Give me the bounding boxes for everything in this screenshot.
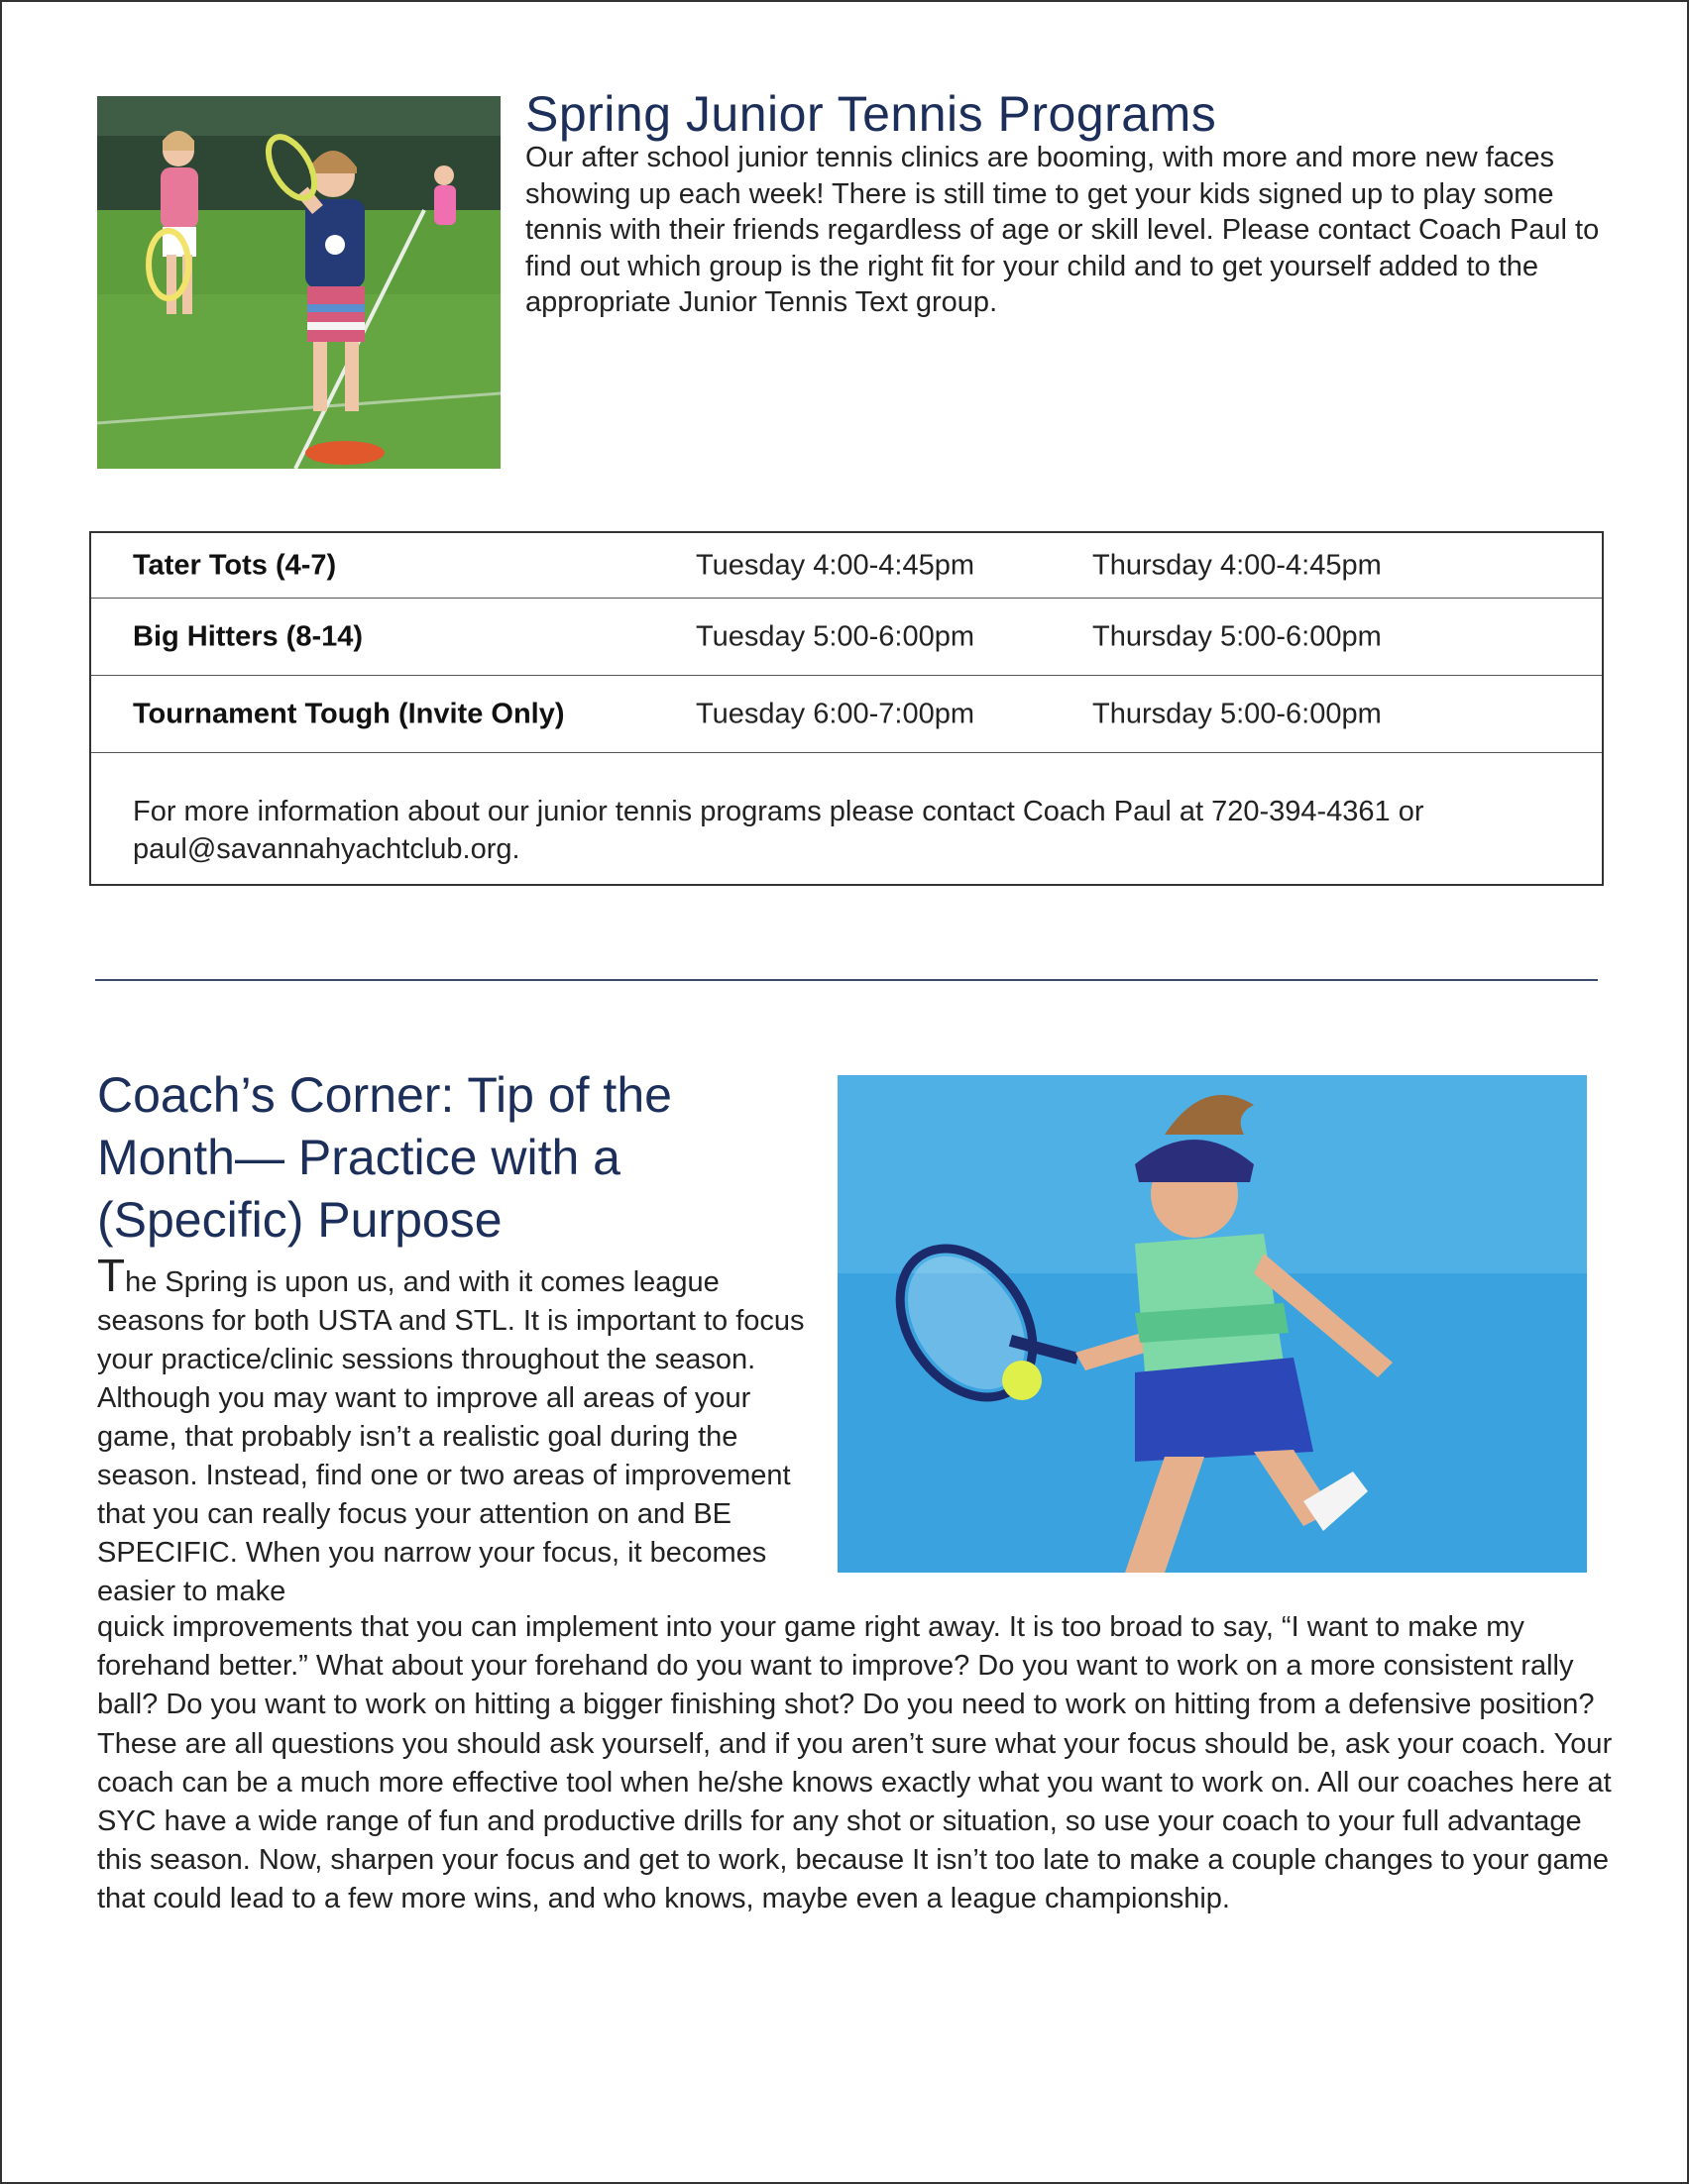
section-divider [95,979,1598,981]
tuesday-time: Tuesday 4:00-4:45pm [696,549,975,581]
tennis-player-illustration [838,1075,1587,1573]
thursday-time: Thursday 5:00-6:00pm [1092,698,1382,729]
contact-note: For more information about our junior tennis programs please contact Coach Paul at 720-394-4361 or paul@savannahyachtclub.org. [133,796,1424,865]
coaches-corner-body-wrapped [97,1250,811,1611]
drop-cap: T [97,1250,126,1301]
thursday-time: Thursday 5:00-6:00pm [1092,620,1382,652]
junior-programs-title: Spring Junior Tennis Programs [525,86,1217,142]
coaches-corner-title: Coach’s Corner: Tip of the Month— Practice with a (Specific) Purpose [97,1067,672,1248]
junior-tennis-photo [97,96,501,469]
tennis-player-photo [838,1075,1587,1573]
program-group-name: Tater Tots (4-7) [133,549,337,581]
program-schedule-table [89,531,1604,886]
table-row [91,533,1602,599]
tuesday-time: Tuesday 5:00-6:00pm [696,620,975,652]
program-group-name: Big Hitters (8-14) [133,620,364,652]
table-row [91,599,1602,676]
junior-tennis-photo-illustration [97,96,501,469]
tuesday-time: Tuesday 6:00-7:00pm [696,698,975,729]
coaches-corner-body-full: quick improvements that you can implement into your game right away. It is too broad to say, “I want to make my forehand better.” What about your forehand do you want to improve? Do you want to work on a more consistent rally ball? Do you want to work on hitting a bigger finishing shot? Do you need to work on hitting from a defensive position? These are all questions you should ask yourself, and if you aren’t sure what your focus should be, ask your coach. Your coach can be a much more effective tool when he/she knows exactly what you want to work on. All our coaches here at SYC have a wide range of fun and productive drills for any shot or situation, so use your coach to your full advantage this season. Now, sharpen your focus and get to work, because It isn’t too late to make a couple changes to your game that could lead to a few more wins, and who knows, maybe even a league championship. [97,1611,1613,1915]
junior-programs-intro: Our after school junior tennis clinics are booming, with more and more new faces showing up each week! There is still time to get your kids signed up to play some tennis with their friends regardless of age or skill level. Please contact Coach Paul to find out which group is the right fit for your child and to get yourself added to the appropriate Junior Tennis Text group. [525,142,1600,318]
thursday-time: Thursday 4:00-4:45pm [1092,549,1382,581]
program-group-name: Tournament Tough (Invite Only) [133,698,565,729]
table-row [91,676,1602,753]
coaches-corner-paragraph-start: he Spring is upon us, and with it comes league seasons for both USTA and STL. It is important to focus your practice/clinic sessions throughout the season. Although you may want to improve all areas of your game, that probably isn’t a realistic goal during the season. Instead, find one or two areas of improvement that you can really focus your attention on and BE SPECIFIC. When you narrow your focus, it becomes easier to make [97,1266,805,1607]
